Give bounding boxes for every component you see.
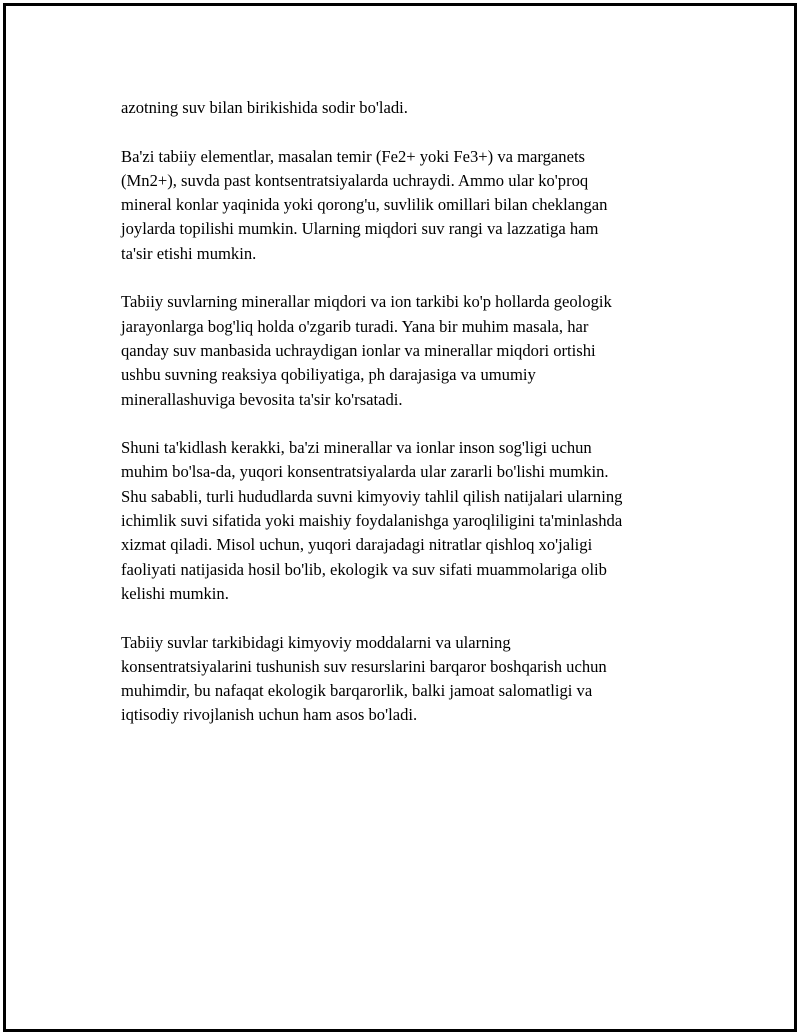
text-line: muhimdir, bu nafaqat ekologik barqarorlik, balki jamoat salomatligi va — [121, 681, 593, 701]
text-line: faoliyati natijasida hosil bo'lib, ekologik va suv sifati muammolariga olib — [121, 559, 607, 579]
document-body — [121, 96, 696, 752]
page-frame — [3, 3, 797, 1032]
text-line: muhim bo'lsa-da, yuqori konsentratsiyalarda ular zararli bo'lishi mumkin. — [121, 462, 609, 482]
text-line: Tabiiy suvlarning minerallar miqdori va ion tarkibi ko'p hollarda geologik — [121, 292, 612, 312]
text-line: jarayonlarga bog'liq holda o'zgarib turadi. Yana bir muhim masala, har — [121, 316, 589, 336]
text-line: Ba'zi tabiiy elementlar, masalan temir (Fe2+ yoki Fe3+) va marganets — [121, 146, 586, 166]
paragraph-4 — [121, 436, 696, 606]
text-line: Shu sababli, turli hududlarda suvni kimyoviy tahlil qilish natijalari ularning — [121, 486, 623, 506]
text-line: (Mn2+), suvda past kontsentratsiyalarda uchraydi. Ammo ular ko'proq — [121, 170, 589, 190]
paragraph-5 — [121, 631, 696, 728]
text-line: konsentratsiyalarini tushunish suv resurslarini barqaror boshqarish uchun — [121, 656, 607, 676]
text-line: ushbu suvning reaksiya qobiliyatiga, ph darajasiga va umumiy — [121, 365, 536, 385]
text-line: qanday suv manbasida uchraydigan ionlar va minerallar miqdori ortishi — [121, 340, 596, 360]
paragraph-1 — [121, 96, 696, 120]
paragraph-3 — [121, 290, 696, 411]
text-line: joylarda topilishi mumkin. Ularning miqdori suv rangi va lazzatiga ham — [121, 219, 599, 239]
text-line: ichimlik suvi sifatida yoki maishiy foydalanishga yaroqliligini ta'minlashda — [121, 511, 623, 531]
text-line: iqtisodiy rivojlanish uchun ham asos bo'ladi. — [121, 705, 418, 725]
text-line: mineral konlar yaqinida yoki qorong'u, suvlilik omillari bilan cheklangan — [121, 195, 608, 215]
text-line: ta'sir etishi mumkin. — [121, 243, 257, 263]
text-line: azotning suv bilan birikishida sodir bo'ladi. — [121, 98, 408, 117]
text-line: minerallashuviga bevosita ta'sir ko'rsatadi. — [121, 389, 403, 409]
paragraph-2 — [121, 145, 696, 266]
text-line: Tabiiy suvlar tarkibidagi kimyoviy moddalarni va ularning — [121, 632, 511, 652]
text-line: xizmat qiladi. Misol uchun, yuqori darajadagi nitratlar qishloq xo'jaligi — [121, 535, 593, 555]
text-line: Shuni ta'kidlash kerakki, ba'zi minerallar va ionlar inson sog'ligi uchun — [121, 438, 592, 458]
text-line: kelishi mumkin. — [121, 583, 229, 603]
